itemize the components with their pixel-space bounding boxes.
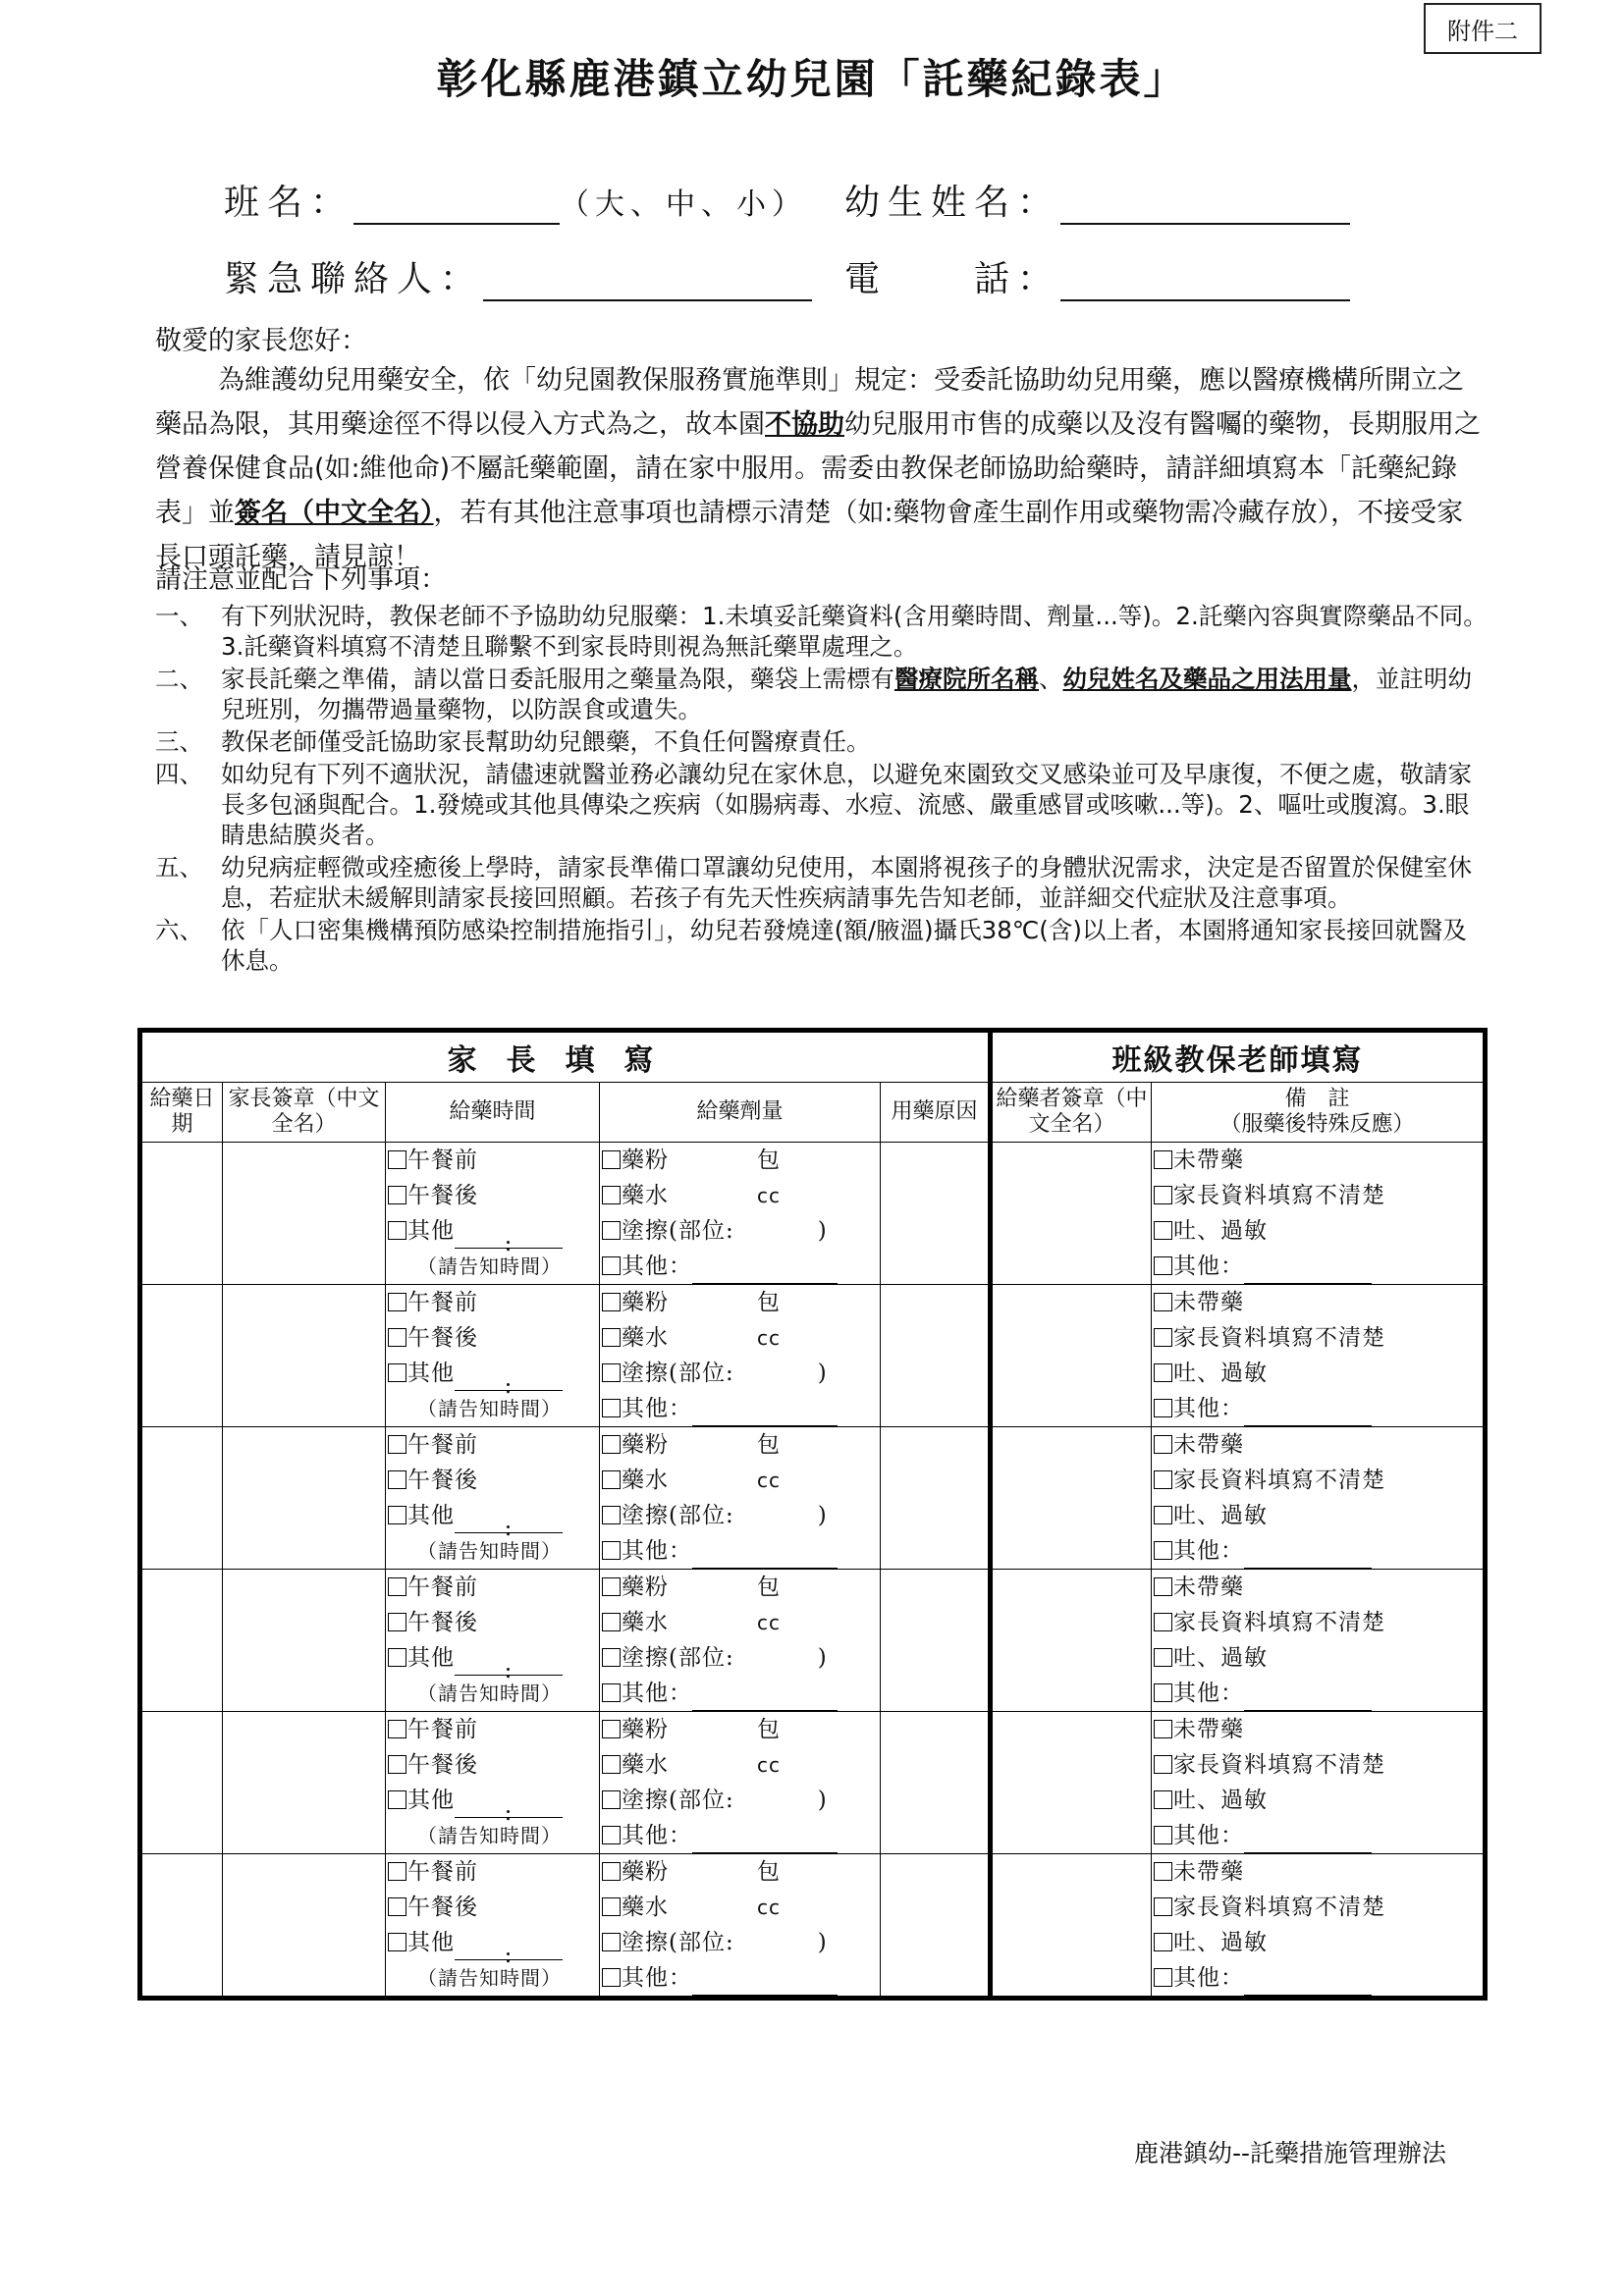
- intro-paragraph: [155, 358, 1481, 579]
- after-lunch-checkbox[interactable]: [388, 1613, 406, 1631]
- before-lunch-checkbox[interactable]: [388, 1293, 406, 1311]
- before-lunch-checkbox[interactable]: [388, 1862, 406, 1881]
- no-medicine-checkbox[interactable]: [1154, 1577, 1172, 1596]
- time-other-blank[interactable]: :: [455, 1368, 563, 1391]
- liquid-label: 藥水: [622, 1752, 669, 1778]
- time-other-checkbox[interactable]: [388, 1221, 406, 1240]
- apply-checkbox[interactable]: [602, 1221, 621, 1240]
- no-medicine-label: 未帶藥: [1173, 1575, 1244, 1600]
- no-medicine-checkbox[interactable]: [1154, 1435, 1172, 1454]
- note-other-label: 其他：: [1173, 1681, 1244, 1706]
- liquid-checkbox[interactable]: [602, 1613, 621, 1631]
- unclear-info-checkbox[interactable]: [1154, 1613, 1172, 1631]
- no-medicine-label: 未帶藥: [1173, 1432, 1244, 1458]
- powder-unit: 包: [757, 1148, 781, 1173]
- date-cell[interactable]: [140, 1285, 223, 1427]
- no-medicine-checkbox[interactable]: [1154, 1293, 1172, 1311]
- liquid-unit: cc: [757, 1184, 781, 1207]
- time-other-blank[interactable]: :: [455, 1511, 563, 1533]
- liquid-label: 藥水: [622, 1183, 669, 1208]
- greeting: 敬愛的家長您好：: [155, 326, 367, 356]
- giver-sign-cell[interactable]: [991, 1285, 1152, 1427]
- notice-item: [155, 601, 1490, 662]
- record-row: [140, 1285, 1486, 1427]
- before-lunch-label: 午餐前: [407, 1575, 478, 1600]
- before-lunch-checkbox[interactable]: [388, 1720, 406, 1738]
- before-lunch-checkbox[interactable]: [388, 1435, 406, 1454]
- notice-segment: ，並註明幼兒班別，勿攜帶過量藥物，以防誤食或遺失。: [221, 665, 1472, 723]
- notice-text: [221, 852, 1490, 913]
- no-medicine-label: 未帶藥: [1173, 1148, 1244, 1173]
- giver-sign-cell[interactable]: [991, 1712, 1152, 1854]
- note-cell: [1152, 1570, 1486, 1712]
- note-other-blank[interactable]: [1244, 1404, 1372, 1426]
- before-lunch-checkbox[interactable]: [388, 1577, 406, 1596]
- notice-item: [155, 759, 1490, 850]
- notice-number: 一、: [155, 602, 203, 630]
- time-note-label: （請告知時間）: [417, 1539, 562, 1563]
- note-other-checkbox[interactable]: [1154, 1826, 1172, 1844]
- notice-text: [221, 726, 1490, 757]
- no-medicine-label: 未帶藥: [1173, 1859, 1244, 1885]
- col-date-header: 給藥日期: [140, 1083, 223, 1143]
- reason-cell[interactable]: [881, 1854, 991, 1999]
- before-lunch-label: 午餐前: [407, 1432, 478, 1458]
- note-other-label: 其他：: [1173, 1823, 1244, 1848]
- apply-checkbox[interactable]: [602, 1648, 621, 1667]
- notice-emphasis: 醫療院所名稱: [894, 665, 1039, 693]
- notice-list: [155, 601, 1490, 978]
- powder-label: 藥粉: [622, 1575, 669, 1600]
- apply-close: ): [817, 1645, 828, 1671]
- powder-checkbox[interactable]: [602, 1150, 621, 1169]
- teacher-section-header: 班級教保老師填寫: [991, 1031, 1486, 1083]
- apply-label: 塗擦(部位:: [622, 1361, 734, 1386]
- liquid-unit: cc: [757, 1753, 781, 1777]
- col-reason-header: 用藥原因: [881, 1083, 991, 1143]
- class-size-label: （大、中、小）: [560, 187, 808, 222]
- date-cell[interactable]: [140, 1143, 223, 1285]
- dose-cell: [600, 1570, 881, 1712]
- unclear-info-label: 家長資料填寫不清楚: [1173, 1610, 1385, 1635]
- liquid-checkbox[interactable]: [602, 1328, 621, 1347]
- vomit-allergy-label: 吐、過敏: [1173, 1361, 1268, 1386]
- apply-label: 塗擦(部位:: [622, 1218, 734, 1244]
- note-title: 備 註: [1284, 1087, 1350, 1111]
- note-cell: [1152, 1854, 1486, 1999]
- child-name-label: 幼生姓名：: [844, 183, 1061, 223]
- notice-number: 四、: [155, 760, 203, 788]
- child-name-field: [844, 175, 1350, 225]
- phone-blank[interactable]: [1060, 268, 1350, 301]
- giver-sign-cell[interactable]: [991, 1570, 1152, 1712]
- vomit-allergy-checkbox[interactable]: [1154, 1363, 1172, 1382]
- time-other-label: 其他: [407, 1218, 455, 1244]
- apply-label: 塗擦(部位:: [622, 1503, 734, 1528]
- time-note-label: （請告知時間）: [417, 1255, 562, 1278]
- powder-label: 藥粉: [622, 1432, 669, 1458]
- time-other-checkbox[interactable]: [388, 1506, 406, 1524]
- apply-close: ): [817, 1218, 828, 1244]
- apply-close: ): [817, 1788, 828, 1813]
- note-other-blank[interactable]: [1244, 1688, 1372, 1711]
- time-note-label: （請告知時間）: [417, 1397, 562, 1420]
- powder-checkbox[interactable]: [602, 1577, 621, 1596]
- note-other-blank[interactable]: [1244, 1973, 1372, 1996]
- dose-cell: [600, 1143, 881, 1285]
- note-cell: [1152, 1427, 1486, 1570]
- date-cell[interactable]: [140, 1712, 223, 1854]
- time-other-blank[interactable]: :: [455, 1795, 563, 1818]
- after-lunch-checkbox[interactable]: [388, 1470, 406, 1489]
- dose-cell: [600, 1427, 881, 1570]
- dose-other-blank[interactable]: [692, 1261, 838, 1284]
- parent-sign-cell[interactable]: [223, 1427, 386, 1570]
- vomit-allergy-label: 吐、過敏: [1173, 1788, 1268, 1813]
- medication-record-table: [137, 1028, 1488, 2001]
- time-other-label: 其他: [407, 1788, 455, 1813]
- notice-segment: 幼兒病症輕微或痊癒後上學時，請家長準備口罩讓幼兒使用，本園將視孩子的身體狀況需求，決定是否留置於保健室休息，若症狀未緩解則請家長接回照顧。若孩子有先天性疾病請事先告知老師，並詳細交代症狀及注意事項。: [221, 853, 1472, 912]
- notice-item: [155, 915, 1490, 976]
- time-cell: [386, 1143, 600, 1285]
- note-other-blank[interactable]: [1244, 1831, 1372, 1853]
- reason-cell[interactable]: [881, 1285, 991, 1427]
- vomit-allergy-checkbox[interactable]: [1154, 1506, 1172, 1524]
- notice-segment: 依「人口密集機構預防感染控制措施指引」，幼兒若發燒達(額/腋溫)攝氏38℃(含)以上者，本園將通知家長接回就醫及休息。: [221, 916, 1467, 975]
- time-cell: [386, 1427, 600, 1570]
- unclear-info-label: 家長資料填寫不清楚: [1173, 1325, 1385, 1351]
- record-row: [140, 1712, 1486, 1854]
- parent-sign-cell[interactable]: [223, 1285, 386, 1427]
- unclear-info-checkbox[interactable]: [1154, 1897, 1172, 1916]
- apply-close: ): [817, 1503, 828, 1528]
- liquid-unit: cc: [757, 1896, 781, 1919]
- dose-other-label: 其他：: [622, 1681, 692, 1706]
- note-other-label: 其他：: [1173, 1965, 1244, 1991]
- dose-cell: [600, 1285, 881, 1427]
- after-lunch-label: 午餐後: [407, 1468, 478, 1493]
- dose-other-blank[interactable]: [692, 1688, 838, 1711]
- date-cell[interactable]: [140, 1854, 223, 1999]
- powder-checkbox[interactable]: [602, 1720, 621, 1738]
- note-other-blank[interactable]: [1244, 1546, 1372, 1569]
- liquid-unit: cc: [757, 1611, 781, 1634]
- powder-label: 藥粉: [622, 1290, 669, 1315]
- time-other-label: 其他: [407, 1645, 455, 1671]
- dose-other-checkbox[interactable]: [602, 1968, 621, 1987]
- date-cell[interactable]: [140, 1427, 223, 1570]
- annex-label: 附件二: [1424, 3, 1542, 54]
- notice-text: [221, 759, 1490, 850]
- after-lunch-label: 午餐後: [407, 1610, 478, 1635]
- dose-other-label: 其他：: [622, 1396, 692, 1421]
- no-medicine-label: 未帶藥: [1173, 1290, 1244, 1315]
- after-lunch-label: 午餐後: [407, 1752, 478, 1778]
- note-other-checkbox[interactable]: [1154, 1683, 1172, 1702]
- apply-checkbox[interactable]: [602, 1363, 621, 1382]
- time-other-label: 其他: [407, 1930, 455, 1955]
- before-lunch-label: 午餐前: [407, 1148, 478, 1173]
- note-other-checkbox[interactable]: [1154, 1541, 1172, 1560]
- notice-segment: 教保老師僅受託協助家長幫助幼兒餵藥，不負任何醫療責任。: [221, 727, 871, 756]
- note-other-label: 其他：: [1173, 1396, 1244, 1421]
- note-other-checkbox[interactable]: [1154, 1256, 1172, 1275]
- contact-label: 緊急聯絡人：: [224, 259, 484, 299]
- reason-cell[interactable]: [881, 1570, 991, 1712]
- contact-blank[interactable]: [483, 268, 812, 301]
- after-lunch-checkbox[interactable]: [388, 1897, 406, 1916]
- time-other-blank[interactable]: :: [455, 1226, 563, 1249]
- time-cell: [386, 1570, 600, 1712]
- liquid-checkbox[interactable]: [602, 1755, 621, 1774]
- vomit-allergy-label: 吐、過敏: [1173, 1503, 1268, 1528]
- unclear-info-label: 家長資料填寫不清楚: [1173, 1183, 1385, 1208]
- note-other-label: 其他：: [1173, 1254, 1244, 1279]
- apply-close: ): [817, 1930, 828, 1955]
- notice-item: [155, 664, 1490, 724]
- time-other-checkbox[interactable]: [388, 1790, 406, 1809]
- intro-text-1: 為維護幼兒用藥安全，依「幼兒園教保服務實施準則」規定：受委託協助幼兒用藥，應以醫療機構所開立之藥品為限，其用藥途徑不得以侵入方式為之，故本園: [155, 365, 1464, 440]
- note-other-blank[interactable]: [1244, 1261, 1372, 1284]
- liquid-label: 藥水: [622, 1468, 669, 1493]
- time-cell: [386, 1285, 600, 1427]
- time-other-label: 其他: [407, 1361, 455, 1386]
- notice-segment: 如幼兒有下列不適狀況，請儘速就醫並務必讓幼兒在家休息，以避免來園致交叉感染並可及早康復，不便之處，敬請家長多包涵與配合。1.發燒或其他具傳染之疾病（如腸病毒、水痘、流感、嚴重感冒或咳嗽...等)。2、嘔吐或腹瀉。3.眼睛患結膜炎者。: [221, 760, 1472, 849]
- before-lunch-label: 午餐前: [407, 1717, 478, 1742]
- intro-bold-2: 簽名（中文全名）: [235, 498, 434, 528]
- col-parent-sign-header: 家長簽章（中文全名）: [223, 1083, 386, 1143]
- unclear-info-checkbox[interactable]: [1154, 1755, 1172, 1774]
- contact-field: [224, 251, 812, 301]
- class-blank[interactable]: [353, 191, 560, 225]
- parent-section-header: 家長填寫: [140, 1031, 991, 1083]
- no-medicine-checkbox[interactable]: [1154, 1150, 1172, 1169]
- reason-cell[interactable]: [881, 1143, 991, 1285]
- time-note-label: （請告知時間）: [417, 1682, 562, 1705]
- liquid-label: 藥水: [622, 1610, 669, 1635]
- powder-checkbox[interactable]: [602, 1293, 621, 1311]
- note-other-label: 其他：: [1173, 1538, 1244, 1564]
- vomit-allergy-checkbox[interactable]: [1154, 1790, 1172, 1809]
- dose-other-label: 其他：: [622, 1538, 692, 1564]
- apply-label: 塗擦(部位:: [622, 1788, 734, 1813]
- reason-cell[interactable]: [881, 1427, 991, 1570]
- notice-text: [221, 601, 1490, 662]
- powder-checkbox[interactable]: [602, 1435, 621, 1454]
- record-row: [140, 1143, 1486, 1285]
- unclear-info-checkbox[interactable]: [1154, 1470, 1172, 1489]
- time-note-label: （請告知時間）: [417, 1824, 562, 1847]
- time-other-blank[interactable]: :: [455, 1653, 563, 1676]
- no-medicine-checkbox[interactable]: [1154, 1862, 1172, 1881]
- after-lunch-checkbox[interactable]: [388, 1328, 406, 1347]
- col-giver-sign-header: 給藥者簽章（中文全名）: [991, 1083, 1152, 1143]
- powder-label: 藥粉: [622, 1717, 669, 1742]
- unclear-info-checkbox[interactable]: [1154, 1186, 1172, 1204]
- vomit-allergy-label: 吐、過敏: [1173, 1930, 1268, 1955]
- notice-segment: 家長託藥之準備，請以當日委託服用之藥量為限，藥袋上需標有: [221, 665, 894, 693]
- unclear-info-label: 家長資料填寫不清楚: [1173, 1895, 1385, 1920]
- notice-emphasis: 幼兒姓名及藥品之用法用量: [1062, 665, 1352, 693]
- note-cell: [1152, 1285, 1486, 1427]
- notice-text: [221, 664, 1490, 724]
- liquid-checkbox[interactable]: [602, 1470, 621, 1489]
- liquid-unit: cc: [757, 1468, 781, 1492]
- note-other-checkbox[interactable]: [1154, 1399, 1172, 1417]
- dose-other-checkbox[interactable]: [602, 1399, 621, 1417]
- reason-cell[interactable]: [881, 1712, 991, 1854]
- apply-close: ): [817, 1361, 828, 1386]
- powder-checkbox[interactable]: [602, 1862, 621, 1881]
- dose-cell: [600, 1712, 881, 1854]
- apply-checkbox[interactable]: [602, 1790, 621, 1809]
- liquid-unit: cc: [757, 1326, 781, 1350]
- notice-header: 請注意並配合下列事項：: [155, 564, 447, 595]
- date-cell[interactable]: [140, 1570, 223, 1712]
- parent-sign-cell[interactable]: [223, 1712, 386, 1854]
- col-dose-header: 給藥劑量: [600, 1083, 881, 1143]
- intro-text-2: 幼兒服用市售的成藥以及沒有醫囑的藥物，長期服用之營養保健食品(如:維他命)不屬託藥範圍，請在家中服用。需委由教保老師協助給藥時，請詳細填寫本「託藥紀錄表」並: [155, 409, 1481, 528]
- time-other-checkbox[interactable]: [388, 1648, 406, 1667]
- footer-text: 鹿港鎮幼--託藥措施管理辦法: [1134, 2139, 1447, 2167]
- dose-other-blank[interactable]: [692, 1546, 838, 1569]
- powder-label: 藥粉: [622, 1859, 669, 1885]
- time-other-checkbox[interactable]: [388, 1363, 406, 1382]
- time-other-checkbox[interactable]: [388, 1933, 406, 1951]
- parent-sign-cell[interactable]: [223, 1570, 386, 1712]
- liquid-checkbox[interactable]: [602, 1186, 621, 1204]
- no-medicine-label: 未帶藥: [1173, 1717, 1244, 1742]
- before-lunch-label: 午餐前: [407, 1859, 478, 1885]
- notice-number: 三、: [155, 727, 203, 756]
- dose-other-label: 其他：: [622, 1965, 692, 1991]
- liquid-checkbox[interactable]: [602, 1897, 621, 1916]
- giver-sign-cell[interactable]: [991, 1143, 1152, 1285]
- intro-text-3: ，若有其他注意事項也請標示清楚（如:藥物會產生副作用或藥物需冷藏存放），不接受家長口頭託藥，請見諒！: [155, 498, 1464, 572]
- page-title: 彰化縣鹿港鎮立幼兒園「託藥紀錄表」: [436, 55, 1188, 103]
- time-cell: [386, 1854, 600, 1999]
- note-other-checkbox[interactable]: [1154, 1968, 1172, 1987]
- time-other-label: 其他: [407, 1503, 455, 1528]
- giver-sign-cell[interactable]: [991, 1427, 1152, 1570]
- before-lunch-checkbox[interactable]: [388, 1150, 406, 1169]
- after-lunch-checkbox[interactable]: [388, 1755, 406, 1774]
- vomit-allergy-checkbox[interactable]: [1154, 1648, 1172, 1667]
- notice-segment: 、: [1039, 665, 1063, 693]
- vomit-allergy-checkbox[interactable]: [1154, 1933, 1172, 1951]
- dose-other-label: 其他：: [622, 1254, 692, 1279]
- powder-label: 藥粉: [622, 1148, 669, 1173]
- dose-cell: [600, 1854, 881, 1999]
- vomit-allergy-label: 吐、過敏: [1173, 1218, 1268, 1244]
- unclear-info-label: 家長資料填寫不清楚: [1173, 1752, 1385, 1778]
- note-subtitle: （服藥後特殊反應）: [1219, 1112, 1415, 1137]
- dose-other-checkbox[interactable]: [602, 1541, 621, 1560]
- liquid-label: 藥水: [622, 1325, 669, 1351]
- dose-other-checkbox[interactable]: [602, 1256, 621, 1275]
- dose-other-blank[interactable]: [692, 1404, 838, 1426]
- powder-unit: 包: [757, 1717, 781, 1742]
- note-cell: [1152, 1143, 1486, 1285]
- apply-checkbox[interactable]: [602, 1933, 621, 1951]
- time-other-blank[interactable]: :: [455, 1938, 563, 1960]
- time-cell: [386, 1712, 600, 1854]
- notice-item: [155, 852, 1490, 913]
- after-lunch-label: 午餐後: [407, 1895, 478, 1920]
- col-time-header: 給藥時間: [386, 1083, 600, 1143]
- dose-other-label: 其他：: [622, 1823, 692, 1848]
- after-lunch-label: 午餐後: [407, 1325, 478, 1351]
- giver-sign-cell[interactable]: [991, 1854, 1152, 1999]
- no-medicine-checkbox[interactable]: [1154, 1720, 1172, 1738]
- dose-other-blank[interactable]: [692, 1973, 838, 1996]
- phone-label: 電 話：: [844, 259, 1061, 299]
- apply-label: 塗擦(部位:: [622, 1930, 734, 1955]
- notice-number: 五、: [155, 853, 203, 881]
- record-row: [140, 1570, 1486, 1712]
- vomit-allergy-checkbox[interactable]: [1154, 1221, 1172, 1240]
- powder-unit: 包: [757, 1575, 781, 1600]
- vomit-allergy-label: 吐、過敏: [1173, 1645, 1268, 1671]
- notice-text: [221, 915, 1490, 976]
- powder-unit: 包: [757, 1859, 781, 1885]
- notice-segment: 有下列狀況時，教保老師不予協助幼兒服藥：1.未填妥託藥資料(含用藥時間、劑量...等)。2.託藥內容與實際藥品不同。3.託藥資料填寫不清楚且聯繫不到家長時則視為無託藥單處理之。: [221, 602, 1488, 661]
- apply-label: 塗擦(部位:: [622, 1645, 734, 1671]
- before-lunch-label: 午餐前: [407, 1290, 478, 1315]
- notice-item: [155, 726, 1490, 757]
- liquid-label: 藥水: [622, 1895, 669, 1920]
- intro-bold-1: 不協助: [765, 409, 844, 440]
- notice-number: 六、: [155, 916, 203, 944]
- time-note-label: （請告知時間）: [417, 1966, 562, 1990]
- dose-other-checkbox[interactable]: [602, 1826, 621, 1844]
- dose-other-checkbox[interactable]: [602, 1683, 621, 1702]
- apply-checkbox[interactable]: [602, 1506, 621, 1524]
- child-name-blank[interactable]: [1060, 191, 1350, 225]
- after-lunch-checkbox[interactable]: [388, 1186, 406, 1204]
- powder-unit: 包: [757, 1432, 781, 1458]
- class-label: 班名：: [224, 183, 354, 223]
- notice-number: 二、: [155, 665, 203, 693]
- powder-unit: 包: [757, 1290, 781, 1315]
- note-cell: [1152, 1712, 1486, 1854]
- after-lunch-label: 午餐後: [407, 1183, 478, 1208]
- unclear-info-label: 家長資料填寫不清楚: [1173, 1468, 1385, 1493]
- parent-sign-cell[interactable]: [223, 1854, 386, 1999]
- dose-other-blank[interactable]: [692, 1831, 838, 1853]
- col-note-header: [1152, 1083, 1486, 1143]
- phone-field: [844, 251, 1350, 301]
- class-field: [224, 175, 807, 225]
- record-row: [140, 1854, 1486, 1999]
- record-row: [140, 1427, 1486, 1570]
- parent-sign-cell[interactable]: [223, 1143, 386, 1285]
- unclear-info-checkbox[interactable]: [1154, 1328, 1172, 1347]
